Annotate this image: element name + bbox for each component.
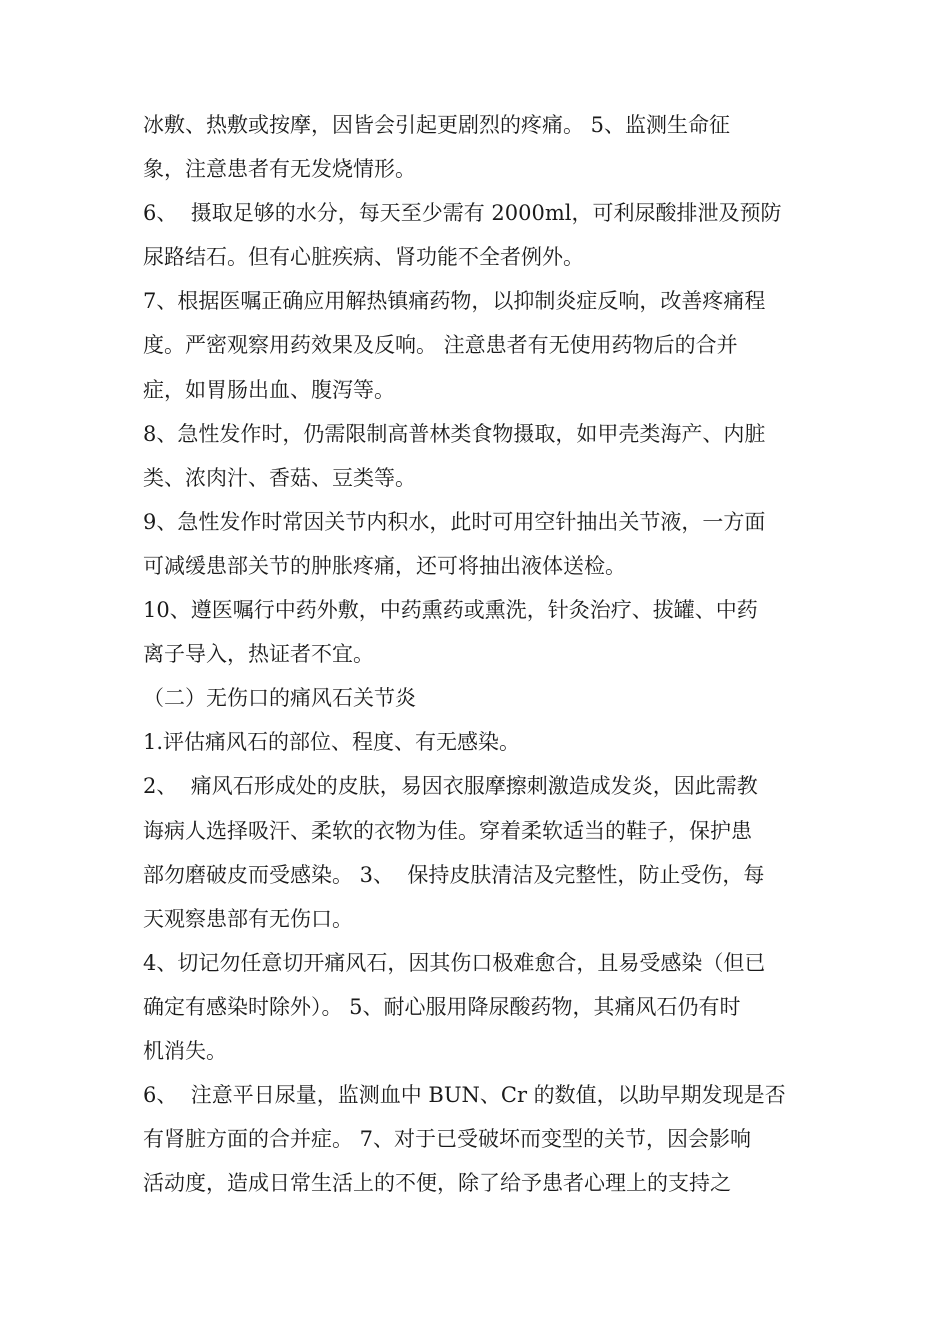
text-line: 类、浓肉汁、香菇、豆类等。 — [143, 465, 416, 490]
text-line: 天观察患部有无伤口。 — [143, 906, 353, 931]
text-line: 6、 注意平日尿量，监测血中 BUN、Cr 的数值，以助早期发现是否 — [143, 1083, 786, 1108]
text-line: 2、 痛风石形成处的皮肤，易因衣服摩擦刺激造成发炎，因此需教 — [143, 774, 758, 799]
text-line: 10、遵医嘱行中药外敷，中药熏药或熏洗，针灸治疗、拔罐、中药 — [143, 598, 758, 623]
text-line: 离子导入，热证者不宜。 — [143, 642, 374, 667]
text-line: 机消失。 — [143, 1038, 227, 1063]
text-line: 9、急性发作时常因关节内积水，此时可用空针抽出关节液，一方面 — [143, 509, 766, 534]
text-line: 活动度，造成日常生活上的不便，除了给予患者心理上的支持之 — [143, 1171, 731, 1196]
text-line: 诲病人选择吸汗、柔软的衣物为佳。穿着柔软适当的鞋子，保护患 — [143, 818, 752, 843]
text-line: 度。严密观察用药效果及反响。 注意患者有无使用药物后的合并 — [143, 333, 738, 358]
text-line: 1.评估痛风石的部位、程度、有无感染。 — [143, 730, 521, 755]
text-line: 象，注意患者有无发烧情形。 — [143, 157, 416, 182]
text-line: 部勿磨破皮而受感染。 3、 保持皮肤清洁及完整性，防止受伤，每 — [143, 862, 765, 887]
text-line: 6、 摄取足够的水分，每天至少需有 2000ml，可利尿酸排泄及预防 — [143, 201, 782, 226]
text-line: 冰敷、热敷或按摩，因皆会引起更剧烈的疼痛。 5、监测生命征 — [143, 113, 731, 137]
text-line: 症，如胃肠出血、腹泻等。 — [143, 377, 395, 402]
text-line: 7、根据医嘱正确应用解热镇痛药物，以抑制炎症反响，改善疼痛程 — [143, 289, 766, 314]
text-line: 有肾脏方面的合并症。 7、对于已受破坏而变型的关节，因会影响 — [143, 1127, 752, 1152]
text-line: 尿路结石。但有心脏疾病、肾功能不全者例外。 — [143, 245, 584, 270]
document-body — [143, 103, 815, 1205]
text-line: 确定有感染时除外）。 5、耐心服用降尿酸药物，其痛风石仍有时 — [143, 994, 741, 1019]
section-heading: （二）无伤口的痛风石关节炎 — [143, 686, 416, 711]
text-line: 可减缓患部关节的肿胀疼痛，还可将抽出液体送检。 — [143, 553, 626, 578]
text-line: 4、切记勿任意切开痛风石，因其伤口极难愈合，且易受感染（但已 — [143, 950, 766, 975]
text-line: 8、急性发作时，仍需限制高普林类食物摄取，如甲壳类海产、内脏 — [143, 421, 766, 446]
